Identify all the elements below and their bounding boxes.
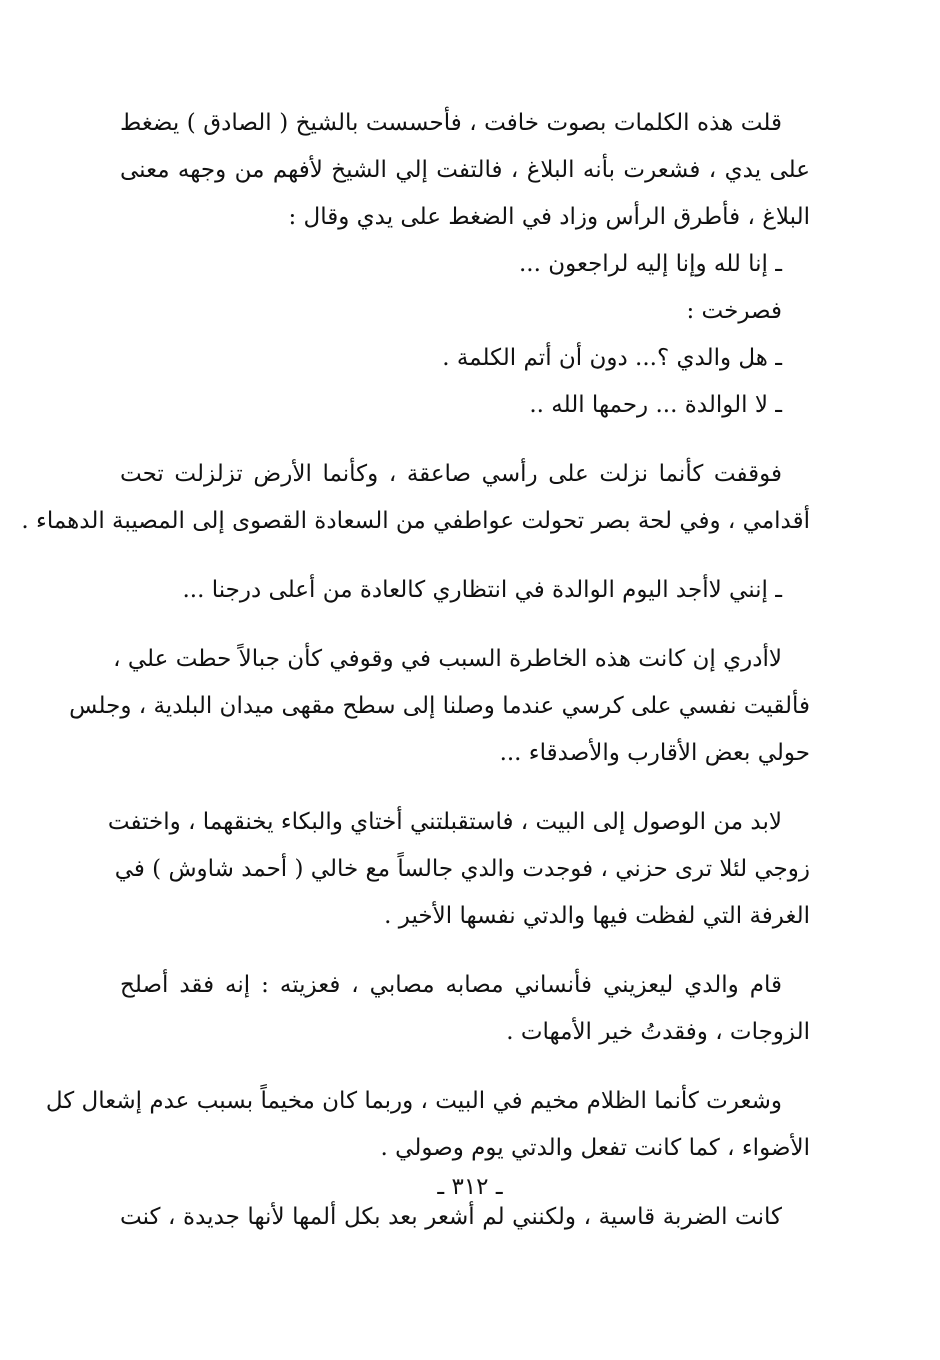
text-line: حولي بعض الأقارب والأصدقاء ... <box>499 740 810 766</box>
paragraph-8 <box>120 1194 810 1241</box>
paragraph-spacer <box>120 1056 810 1078</box>
text-line: الزوجات ، وفقدتُ خير الأمهات . <box>506 1019 810 1045</box>
paragraph-spacer <box>120 614 810 636</box>
paragraph-spacer <box>120 940 810 962</box>
paragraph-6 <box>120 962 810 1056</box>
page-number: ـ ٣١٢ ـ <box>437 1174 503 1200</box>
dialogue-block <box>120 241 810 429</box>
dialogue-line: فصرخت : <box>686 298 782 324</box>
text-line: الأضواء ، كما كانت تفعل والدتي يوم وصولي . <box>380 1135 810 1161</box>
text-line: فوقفت كأنما نزلت على رأسي صاعقة ، وكأنما الأرض تزلزلت تحت <box>120 461 782 487</box>
paragraph-7 <box>45 1078 810 1172</box>
paragraph-spacer <box>120 545 810 567</box>
paragraph-4 <box>69 636 810 777</box>
text-line: قام والدي ليعزيني فأنساني مصابه مصابي ، فعزيته : إنه فقد أصلح <box>120 972 782 998</box>
text-line: لابد من الوصول إلى البيت ، فاستقبلتني أختاي والبكاء يخنقهما ، واختفت <box>107 809 782 835</box>
text-line: البلاغ ، فأطرق الرأس وزاد في الضغط على يدي وقال : <box>288 204 810 230</box>
dialogue-line: ـ إنا لله وإنا إليه لراجعون ... <box>518 251 782 277</box>
text-line: وشعرت كأنما الظلام مخيم في البيت ، وربما كان مخيماً بسبب عدم إشعال كل <box>45 1088 782 1114</box>
text-line: الغرفة التي لفظت فيها والدتي نفسها الأخير . <box>384 903 810 929</box>
book-page-text <box>21 100 810 1241</box>
paragraph-spacer <box>120 777 810 799</box>
text-line: زوجي لئلا ترى حزني ، فوجدت والدي جالساً مع خالي ( أحمد شاوش ) في <box>114 856 810 882</box>
paragraph-1 <box>120 100 810 241</box>
text-line: على يدي ، فشعرت بأنه البلاغ ، فالتفت إلي الشيخ لأفهم من وجهه معنى <box>120 157 810 183</box>
text-line: لاأدري إن كانت هذه الخاطرة السبب في وقوفي كأن جبالاً حطت علي ، <box>113 646 782 672</box>
text-line: أقدامي ، وفي لحة بصر تحولت عواطفي من السعادة القصوى إلى المصيبة الدهماء . <box>21 508 810 534</box>
dialogue-line: ـ لا الوالدة ... رحمها الله .. <box>529 392 782 418</box>
paragraph-2 <box>21 451 810 545</box>
paragraph-5 <box>107 799 810 940</box>
text-line: قلت هذه الكلمات بصوت خافت ، فأحسست بالشيخ ( الصادق ) يضغط <box>120 110 782 136</box>
dialogue-line: ـ هل والدي ؟... دون أن أتم الكلمة . <box>442 345 782 371</box>
text-line: فألقيت نفسي على كرسي عندما وصلنا إلى سطح مقهى ميدان البلدية ، وجلس <box>69 693 810 719</box>
text-line: كانت الضربة قاسية ، ولكنني لم أشعر بعد بكل ألمها لأنها جديدة ، كنت <box>120 1204 782 1230</box>
paragraph-spacer <box>120 429 810 451</box>
paragraph-3 <box>120 567 810 614</box>
text-line: ـ إنني لاأجد اليوم الوالدة في انتظاري كالعادة من أعلى درجنا ... <box>182 577 782 603</box>
